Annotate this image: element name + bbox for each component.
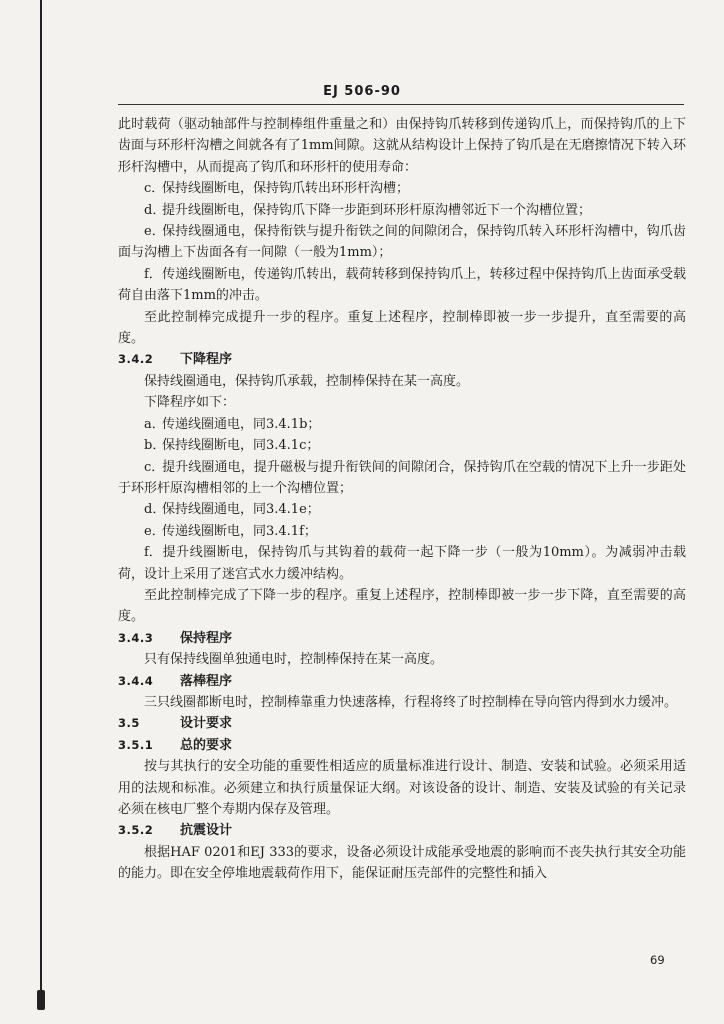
list-item <box>118 435 686 456</box>
paragraph: 至此控制棒完成提升一步的程序。重复上述程序，控制棒即被一步一步提升，直至需要的高度。 <box>118 309 686 347</box>
section-heading <box>118 820 686 841</box>
section-number: 3.4.3 <box>118 630 154 645</box>
binding-edge-mark <box>37 990 45 1010</box>
list-marker: f． <box>144 266 162 282</box>
list-marker: e． <box>144 224 165 240</box>
list-item-text: 保持线圈断电，同3.4.1c； <box>162 438 320 454</box>
list-item <box>118 178 686 199</box>
section-number: 3.5 <box>118 716 140 731</box>
section-title: 落棒程序 <box>180 673 233 689</box>
list-item-text: 提升线圈断电，保持钩爪与其钩着的载荷一起下降一步（一般为10mm）。为减弱冲击载荷，设计上采用了迷宫式水力缓冲结构。 <box>118 545 686 582</box>
section-number: 3.5.2 <box>118 823 154 838</box>
section-heading <box>118 349 686 370</box>
header-rule <box>118 104 684 105</box>
section-title: 抗震设计 <box>180 823 233 839</box>
list-item <box>118 264 686 307</box>
paragraph: 按与其执行的安全功能的重要性相适应的质量标准进行设计、制造、安装和试验。必须采用适用的法规和标准。必须建立和执行质量保证大纲。对该设备的设计、制造、安装及试验的有关记录必须在核电厂整个寿期内保存及管理。 <box>118 759 686 817</box>
list-marker: d． <box>144 502 166 518</box>
paragraph: 下降程序如下： <box>144 395 236 411</box>
section-number: 3.5.1 <box>118 737 154 752</box>
section-heading <box>118 628 686 649</box>
section-title: 保持程序 <box>180 630 233 646</box>
list-marker: a． <box>144 416 165 432</box>
paragraph: 至此控制棒完成了下降一步的程序。重复上述程序，控制棒即被一步一步下降，直至需要的高度。 <box>118 587 686 625</box>
section-heading <box>118 713 686 734</box>
list-item-text: 保持线圈通电，同3.4.1e； <box>162 502 320 518</box>
list-marker: e． <box>144 523 165 539</box>
section-title: 设计要求 <box>180 716 233 732</box>
section-number: 3.4.4 <box>118 673 154 688</box>
list-item-text: 提升线圈通电，提升磁极与提升衔铁间的间隙闭合，保持钩爪在空载的情况下上升一步距处于环形杆原沟槽相邻的上一个沟槽位置； <box>118 459 686 496</box>
list-item-text: 提升线圈断电，保持钩爪下降一步距到环形杆原沟槽邻近下一个沟槽位置； <box>162 202 592 218</box>
list-item <box>118 414 686 435</box>
section-heading <box>118 671 686 692</box>
binding-edge-line <box>40 0 42 1005</box>
list-item-text: 传递线圈通电，同3.4.1b； <box>162 416 321 432</box>
list-marker: f． <box>144 545 162 561</box>
list-item <box>118 499 686 520</box>
list-item <box>118 200 686 221</box>
list-item-text: 保持线圈断电，保持钩爪转出环形杆沟槽； <box>162 181 410 197</box>
paragraph: 保持线圈通电，保持钩爪承载，控制棒保持在某一高度。 <box>144 373 470 389</box>
list-item-text: 传递线圈断电，传递钩爪转出，载荷转移到保持钩爪上，转移过程中保持钩爪上齿面承受载荷自由落下1mm的冲击。 <box>118 266 686 304</box>
section-title: 下降程序 <box>180 352 233 368</box>
list-item <box>118 221 686 264</box>
list-item-text: 保持线圈通电，保持衔铁与提升衔铁之间的间隙闭合，保持钩爪转入环形杆沟槽中，钩爪齿面与沟槽上下齿面各有一间隙（一般为1mm）； <box>118 224 686 261</box>
page-number: 69 <box>650 953 665 967</box>
list-item <box>118 457 686 500</box>
list-item <box>118 521 686 542</box>
list-marker: b． <box>144 438 166 454</box>
list-item-text: 传递线圈断电，同3.4.1f； <box>162 523 317 539</box>
list-marker: c． <box>144 181 165 197</box>
section-number: 3.4.2 <box>118 352 154 367</box>
list-item <box>118 542 686 585</box>
list-marker: d． <box>144 202 166 218</box>
section-heading <box>118 735 686 756</box>
section-title: 总的要求 <box>180 737 233 753</box>
list-marker: c． <box>144 459 165 475</box>
paragraph: 此时载荷（驱动轴部件与控制棒组件重量之和）由保持钩爪转移到传递钩爪上，而保持钩爪的上下齿面与环形杆沟槽之间就各有了1mm间隙。这就从结构设计上保持了钩爪是在无磨擦情况下转入环形杆沟槽中，从而提高了钩爪和环形杆的使用寿命： <box>118 117 686 175</box>
paragraph: 三只线圈都断电时，控制棒靠重力快速落棒，行程将终了时控制棒在导向管内得到水力缓冲。 <box>144 694 678 710</box>
page-header: EJ 506-90 <box>323 84 401 99</box>
page-body <box>118 114 686 885</box>
paragraph: 根据HAF 0201和EJ 333的要求，设备必须设计成能承受地震的影响而不丧失执行其安全功能的能力。即在安全停堆地震载荷作用下，能保证耐压壳部件的完整性和插入 <box>118 844 686 882</box>
paragraph: 只有保持线圈单独通电时，控制棒保持在某一高度。 <box>144 652 444 668</box>
